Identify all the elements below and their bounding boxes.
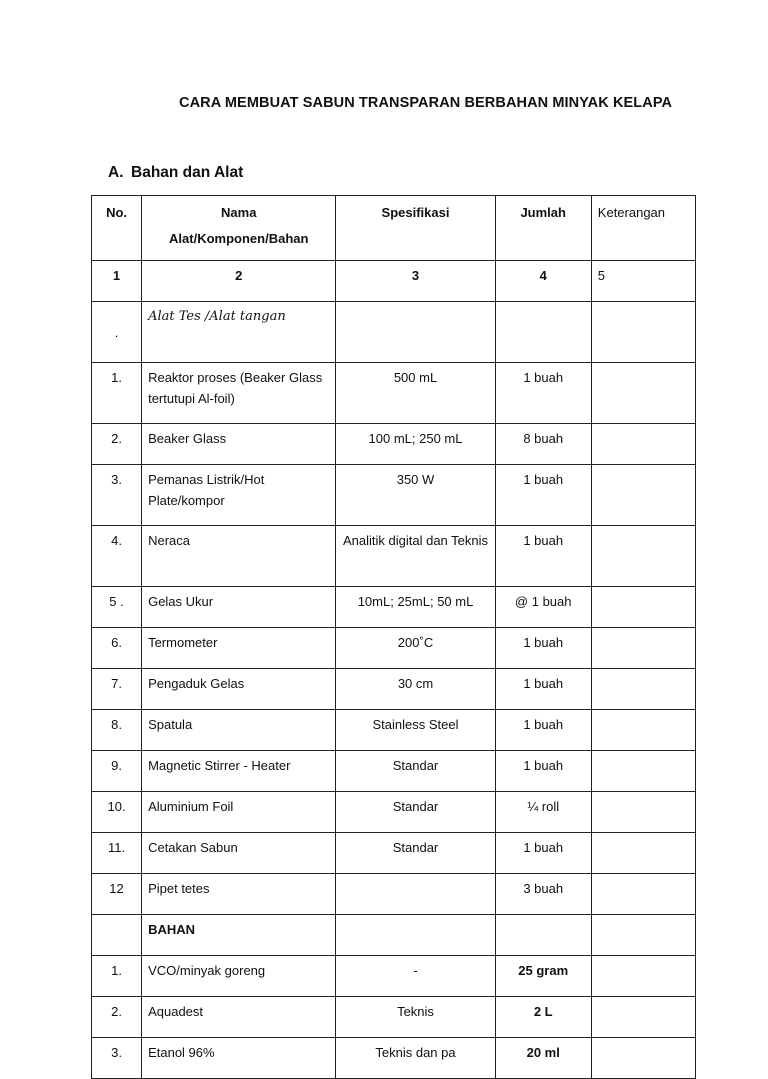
index-row [92,261,696,302]
row-spesifikasi: Standar [336,833,495,874]
table-row [92,424,696,465]
row-nama: Beaker Glass [142,424,336,465]
row-no: 1. [92,363,142,424]
row-nama: Pipet tetes [142,874,336,915]
row-nama: Termometer [142,628,336,669]
row-jumlah: 8 buah [495,424,591,465]
row-no: 5 . [92,587,142,628]
row-spesifikasi: Teknis dan pa [336,1038,495,1079]
table-row [92,628,696,669]
index-cell: 5 [591,261,695,302]
row-nama: Gelas Ukur [142,587,336,628]
row-spesifikasi: 10mL; 25mL; 50 mL [336,587,495,628]
row-spesifikasi: - [336,956,495,997]
row-jumlah: 1 buah [495,751,591,792]
row-nama: VCO/minyak goreng [142,956,336,997]
row-nama: Pemanas Listrik/Hot Plate/kompor [142,465,336,526]
row-no: 7. [92,669,142,710]
row-no: 9. [92,751,142,792]
index-cell: 1 [92,261,142,302]
row-nama: Spatula [142,710,336,751]
row-spesifikasi: 100 mL; 250 mL [336,424,495,465]
category-row-bahan [92,915,696,956]
row-spesifikasi: 200˚C [336,628,495,669]
category-row-alat [92,302,696,363]
index-cell: 2 [142,261,336,302]
row-spesifikasi: 30 cm [336,669,495,710]
row-jumlah: 1 buah [495,669,591,710]
row-keterangan [591,792,695,833]
table-row [92,792,696,833]
section-title: Bahan dan Alat [131,164,244,181]
row-jumlah: 1 buah [495,363,591,424]
materials-table [91,195,696,1079]
row-spesifikasi: Analitik digital dan Teknis [336,526,495,587]
row-jumlah: 1 buah [495,710,591,751]
row-jumlah: 25 gram [495,956,591,997]
row-spesifikasi: Teknis [336,997,495,1038]
table-row [92,526,696,587]
bahan-rows [92,956,696,1079]
table-header-row [92,196,696,261]
table-row [92,1038,696,1079]
empty-cell [495,302,591,363]
row-nama: Cetakan Sabun [142,833,336,874]
table-row [92,669,696,710]
row-no: 11. [92,833,142,874]
row-nama: Etanol 96% [142,1038,336,1079]
row-nama: Reaktor proses (Beaker Glass tertutupi Al-foil) [142,363,336,424]
header-no: No. [92,196,142,261]
row-keterangan [591,997,695,1038]
row-no: 1. [92,956,142,997]
row-keterangan [591,465,695,526]
row-nama: Neraca [142,526,336,587]
row-keterangan [591,628,695,669]
row-spesifikasi: Standar [336,751,495,792]
row-no: 3. [92,1038,142,1079]
category-label: Alat Tes /Alat tangan [142,302,336,363]
index-cell: 3 [336,261,495,302]
category-no: . [92,302,142,363]
row-no: 4. [92,526,142,587]
row-nama: Aquadest [142,997,336,1038]
row-keterangan [591,956,695,997]
row-keterangan [591,833,695,874]
row-spesifikasi: 350 W [336,465,495,526]
table-row [92,997,696,1038]
row-nama: Aluminium Foil [142,792,336,833]
table-row [92,833,696,874]
row-no: 12 [92,874,142,915]
header-nama [142,196,336,261]
empty-cell [336,302,495,363]
row-keterangan [591,710,695,751]
row-no: 6. [92,628,142,669]
row-spesifikasi: Standar [336,792,495,833]
header-keterangan: Keterangan [591,196,695,261]
row-keterangan [591,363,695,424]
row-keterangan [591,751,695,792]
row-no: 8. [92,710,142,751]
row-spesifikasi: Stainless Steel [336,710,495,751]
row-jumlah: 1 buah [495,833,591,874]
table-row [92,363,696,424]
table-row [92,956,696,997]
empty-cell [591,915,695,956]
header-nama-line2: Alat/Komponen/Bahan [169,231,309,246]
header-jumlah: Jumlah [495,196,591,261]
empty-cell [92,915,142,956]
table-row [92,710,696,751]
row-jumlah: 1 buah [495,526,591,587]
row-keterangan [591,526,695,587]
table-row [92,465,696,526]
section-heading [108,164,243,182]
row-jumlah: 1 buah [495,628,591,669]
empty-cell [495,915,591,956]
empty-cell [336,915,495,956]
section-letter: A. [108,164,124,181]
row-spesifikasi [336,874,495,915]
row-keterangan [591,874,695,915]
row-no: 2. [92,424,142,465]
row-no: 2. [92,997,142,1038]
row-keterangan [591,587,695,628]
document-title: CARA MEMBUAT SABUN TRANSPARAN BERBAHAN MINYAK KELAPA [179,95,673,111]
row-keterangan [591,424,695,465]
table-row [92,587,696,628]
row-jumlah: 20 ml [495,1038,591,1079]
row-jumlah: 1 buah [495,465,591,526]
row-jumlah: @ 1 buah [495,587,591,628]
row-jumlah: ¼ roll [495,792,591,833]
row-no: 3. [92,465,142,526]
table-row [92,874,696,915]
row-spesifikasi: 500 mL [336,363,495,424]
index-cell: 4 [495,261,591,302]
row-keterangan [591,669,695,710]
row-no: 10. [92,792,142,833]
alat-rows [92,363,696,915]
row-nama: Pengaduk Gelas [142,669,336,710]
row-jumlah: 3 buah [495,874,591,915]
header-nama-line1: Nama [221,205,257,220]
category-label: BAHAN [142,915,336,956]
row-jumlah: 2 L [495,997,591,1038]
row-keterangan [591,1038,695,1079]
row-nama: Magnetic Stirrer - Heater [142,751,336,792]
header-spesifikasi: Spesifikasi [336,196,495,261]
table-row [92,751,696,792]
empty-cell [591,302,695,363]
